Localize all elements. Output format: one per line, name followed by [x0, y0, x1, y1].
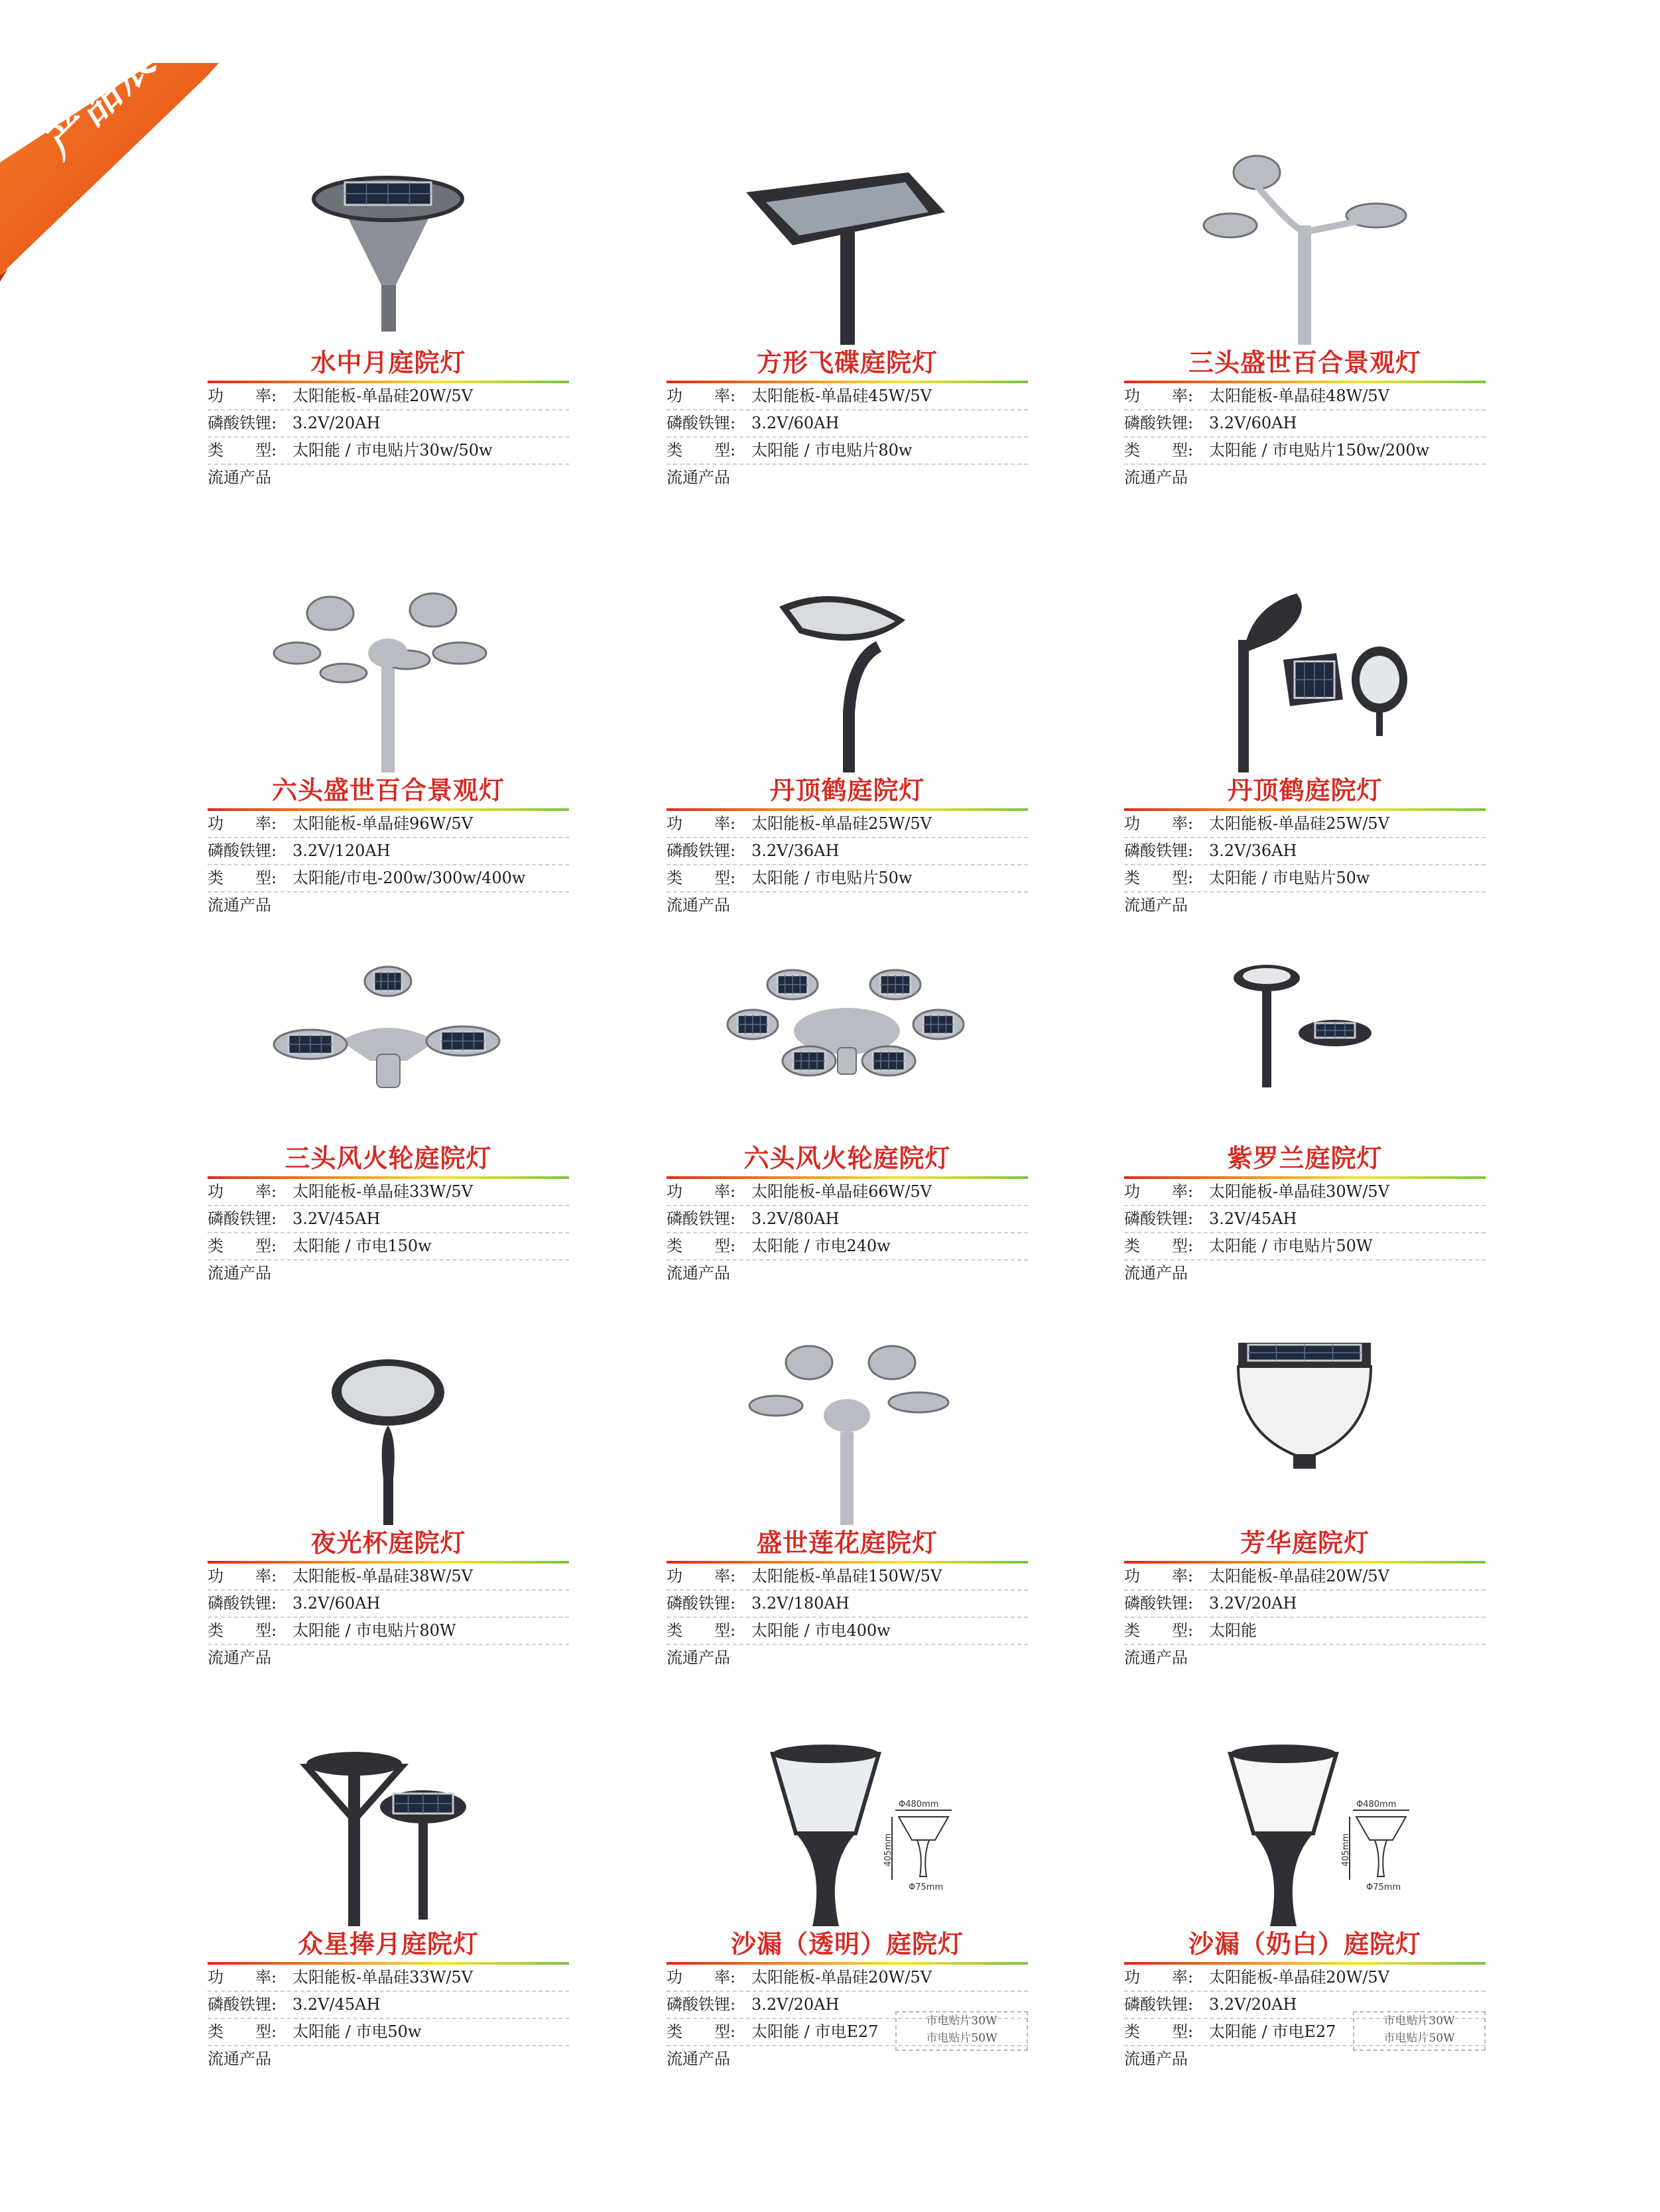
spec-label: 类 型: — [667, 869, 736, 887]
spec-value: 太阳能板-单晶硅20W/5V — [1209, 1968, 1390, 1987]
spec-label: 功 率: — [1124, 1182, 1194, 1201]
spec-power — [667, 1179, 1028, 1206]
spec-label: 类 型: — [667, 2022, 736, 2041]
spec-battery — [208, 1591, 569, 1618]
spec-value: 太阳能 / 市电贴片80W — [292, 1621, 456, 1640]
spec-power — [208, 1179, 569, 1206]
spec-value: 太阳能板-单晶硅96W/5V — [292, 814, 474, 833]
spec-power — [667, 383, 1028, 410]
dim-diameter: Φ480mm — [1356, 1800, 1397, 1810]
dimension-diagram — [883, 1800, 952, 1892]
crane-lamp-variant-icon — [1124, 580, 1486, 772]
spec-extra — [1124, 1260, 1486, 1286]
note-line: 市电贴片30W — [1383, 2014, 1455, 2028]
spec-label: 类 型: — [1124, 869, 1194, 887]
spec-battery — [208, 838, 569, 865]
product-title: 方形飞碟庭院灯 — [756, 348, 938, 377]
spec-extra — [1124, 465, 1486, 491]
spec-label: 流通产品 — [208, 468, 271, 487]
spec-extra — [208, 465, 569, 491]
spec-value: 3.2V/20AH — [1209, 1995, 1297, 2014]
product-card — [208, 153, 569, 491]
spec-value: 3.2V/36AH — [1209, 841, 1297, 860]
product-image — [208, 1333, 569, 1525]
three-head-lily-lamp-icon — [1124, 153, 1486, 345]
spec-value: 太阳能板-单晶硅33W/5V — [292, 1968, 474, 1987]
spec-label: 功 率: — [208, 1968, 277, 1987]
spec-label: 磷酸铁锂: — [1124, 1594, 1194, 1613]
product-card — [1124, 153, 1486, 491]
spec-label: 磷酸铁锂: — [208, 841, 277, 860]
product-title: 六头盛世百合景观灯 — [271, 776, 505, 805]
spec-label: 流通产品 — [667, 2050, 730, 2068]
spec-extra — [667, 1645, 1028, 1671]
spec-value: 太阳能 / 市电E27 — [751, 2022, 879, 2041]
spec-battery — [667, 1591, 1028, 1618]
spec-label: 磷酸铁锂: — [208, 1594, 277, 1613]
spec-value: 3.2V/60AH — [751, 414, 840, 432]
product-image — [1124, 580, 1486, 772]
product-image — [667, 948, 1028, 1140]
product-image — [208, 580, 569, 772]
product-card — [208, 580, 569, 918]
spec-power — [1124, 1179, 1486, 1206]
product-title: 紫罗兰庭院灯 — [1227, 1144, 1383, 1173]
product-title: 沙漏（透明）庭院灯 — [730, 1930, 964, 1959]
spec-type — [1124, 1233, 1486, 1260]
spec-battery — [1124, 1206, 1486, 1233]
spec-battery — [1124, 1591, 1486, 1618]
spec-label: 磷酸铁锂: — [208, 1209, 277, 1228]
spec-type — [667, 438, 1028, 465]
spec-label: 类 型: — [208, 2022, 277, 2041]
spec-power — [667, 1965, 1028, 1992]
spec-label: 流通产品 — [667, 468, 730, 487]
dim-diameter: Φ480mm — [899, 1800, 939, 1810]
spec-label: 功 率: — [667, 1182, 736, 1201]
hourglass-milky-lamp-icon — [1124, 1734, 1486, 1926]
spec-value: 太阳能 / 市电150w — [292, 1237, 432, 1255]
product-title: 沙漏（奶白）庭院灯 — [1188, 1930, 1421, 1959]
product-image — [1124, 1333, 1486, 1525]
note-line: 市电贴片50W — [926, 2032, 997, 2045]
product-card — [1124, 1734, 1486, 2072]
six-head-lily-lamp-icon — [208, 580, 569, 772]
spec-value: 太阳能板-单晶硅33W/5V — [292, 1182, 474, 1201]
spec-type — [667, 865, 1028, 892]
dim-base: Φ75mm — [909, 1882, 944, 1892]
spec-power — [1124, 1965, 1486, 1992]
spec-label: 功 率: — [208, 1182, 277, 1201]
spec-value: 3.2V/20AH — [751, 1995, 840, 2014]
spec-label: 功 率: — [667, 814, 736, 833]
spec-label: 功 率: — [667, 1567, 736, 1585]
spec-extra — [667, 465, 1028, 491]
product-image — [1124, 153, 1486, 345]
spec-label: 磷酸铁锂: — [1124, 414, 1194, 432]
spec-value: 太阳能板-单晶硅25W/5V — [751, 814, 932, 833]
spec-value: 太阳能 / 市电E27 — [1209, 2022, 1336, 2041]
product-card — [1124, 580, 1486, 918]
dim-height: 405mm — [883, 1833, 893, 1867]
spec-value: 太阳能板-单晶硅48W/5V — [1209, 387, 1390, 405]
spec-type — [208, 2019, 569, 2046]
product-card — [1124, 948, 1486, 1286]
spec-value: 太阳能 / 市电贴片30w/50w — [292, 441, 493, 460]
spec-power — [1124, 1564, 1486, 1591]
spec-battery — [208, 1206, 569, 1233]
product-card — [208, 1333, 569, 1671]
spec-extra — [208, 892, 569, 918]
product-title: 三头风火轮庭院灯 — [285, 1144, 492, 1173]
spec-value: 太阳能板-单晶硅45W/5V — [751, 387, 932, 405]
spec-label: 磷酸铁锂: — [208, 414, 277, 432]
spec-power — [667, 1564, 1028, 1591]
spec-value: 太阳能板-单晶硅20W/5V — [751, 1968, 932, 1987]
product-card — [1124, 1333, 1486, 1671]
spec-power — [208, 383, 569, 410]
spec-label: 功 率: — [208, 387, 277, 405]
dimension-diagram — [1341, 1800, 1409, 1892]
product-title: 夜光杯庭院灯 — [310, 1528, 466, 1558]
spec-label: 磷酸铁锂: — [1124, 1209, 1194, 1228]
product-image — [1124, 1734, 1486, 1926]
note-line: 市电贴片30W — [926, 2014, 997, 2028]
product-card — [667, 1734, 1028, 2072]
round-solar-garden-lamp-icon — [208, 153, 569, 345]
product-image — [208, 153, 569, 345]
spec-label: 类 型: — [208, 1237, 277, 1255]
spec-value: 太阳能板-单晶硅20W/5V — [292, 387, 474, 405]
spec-extra — [208, 1260, 569, 1286]
spec-label: 类 型: — [208, 441, 277, 460]
product-title: 六头风火轮庭院灯 — [743, 1144, 951, 1173]
spec-power — [208, 811, 569, 838]
spec-value: 3.2V/80AH — [751, 1209, 840, 1228]
spec-extra — [208, 2046, 569, 2072]
spec-value: 太阳能板-单晶硅25W/5V — [1209, 814, 1390, 833]
spec-label: 磷酸铁锂: — [667, 1995, 736, 2014]
product-image — [667, 1734, 1028, 1926]
spec-battery — [667, 1206, 1028, 1233]
product-card — [208, 948, 569, 1286]
spec-label: 流通产品 — [1124, 1264, 1188, 1282]
spec-battery — [1124, 410, 1486, 438]
spec-label: 流通产品 — [208, 1648, 271, 1667]
spec-label: 流通产品 — [667, 1264, 730, 1282]
spec-label: 类 型: — [1124, 1237, 1194, 1255]
product-image — [1124, 948, 1486, 1140]
spec-value: 3.2V/60AH — [292, 1594, 381, 1613]
spec-value: 太阳能板-单晶硅20W/5V — [1209, 1567, 1390, 1585]
spec-label: 类 型: — [667, 1621, 736, 1640]
spec-value: 太阳能板-单晶硅30W/5V — [1209, 1182, 1390, 1201]
spec-label: 磷酸铁锂: — [1124, 1995, 1194, 2014]
spec-label: 流通产品 — [1124, 2050, 1188, 2068]
spec-value: 3.2V/36AH — [751, 841, 840, 860]
hourglass-clear-lamp-icon — [667, 1734, 1028, 1926]
product-title: 丹顶鹤庭院灯 — [769, 776, 925, 805]
spec-value: 3.2V/60AH — [1209, 414, 1297, 432]
spec-label: 功 率: — [1124, 1968, 1194, 1987]
spec-value: 太阳能 / 市电贴片150w/200w — [1209, 441, 1430, 460]
spec-type — [208, 1618, 569, 1645]
product-card — [667, 1333, 1028, 1671]
violet-lamp-icon — [1124, 948, 1486, 1140]
dim-height: 405mm — [1341, 1833, 1351, 1867]
spec-battery — [208, 410, 569, 438]
spec-battery — [667, 410, 1028, 438]
spec-type — [208, 1233, 569, 1260]
ribbon-label: 产品展示 — [32, 1, 200, 168]
product-image — [667, 153, 1028, 345]
spec-power — [208, 1965, 569, 1992]
spec-value: 3.2V/45AH — [292, 1995, 381, 2014]
spec-type — [208, 438, 569, 465]
six-head-wheel-lamp-icon — [667, 948, 1028, 1140]
product-title: 三头盛世百合景观灯 — [1188, 348, 1421, 377]
spec-label: 流通产品 — [667, 896, 730, 914]
spec-power — [1124, 811, 1486, 838]
spec-label: 功 率: — [1124, 1567, 1194, 1585]
spec-label: 流通产品 — [1124, 468, 1188, 487]
product-card — [208, 1734, 569, 2072]
product-card — [667, 580, 1028, 918]
spec-value: 太阳能/市电-200w/300w/400w — [292, 869, 526, 887]
spec-type — [1124, 438, 1486, 465]
cup-lamp-icon — [208, 1333, 569, 1525]
product-image — [667, 1333, 1028, 1525]
spec-extra — [1124, 892, 1486, 918]
spec-value: 3.2V/20AH — [1209, 1594, 1297, 1613]
note-box — [895, 2011, 1028, 2051]
spec-label: 磷酸铁锂: — [1124, 841, 1194, 860]
spec-value: 太阳能 / 市电贴片50w — [751, 869, 913, 887]
spec-type — [667, 1618, 1028, 1645]
dim-base: Φ75mm — [1366, 1882, 1401, 1892]
spec-value: 太阳能板-单晶硅66W/5V — [751, 1182, 932, 1201]
spec-label: 类 型: — [1124, 2022, 1194, 2041]
product-card — [667, 153, 1028, 491]
fanghua-lamp-icon — [1124, 1333, 1486, 1525]
spec-label: 功 率: — [667, 1968, 736, 1987]
spec-label: 功 率: — [1124, 814, 1194, 833]
spec-type — [1124, 865, 1486, 892]
spec-label: 流通产品 — [208, 896, 271, 914]
product-title: 丹顶鹤庭院灯 — [1227, 776, 1383, 805]
note-box — [1353, 2011, 1486, 2051]
spec-label: 流通产品 — [208, 1264, 271, 1282]
spec-label: 功 率: — [667, 387, 736, 405]
spec-label: 功 率: — [1124, 387, 1194, 405]
spec-extra — [667, 1260, 1028, 1286]
spec-value: 3.2V/45AH — [292, 1209, 381, 1228]
spec-value: 3.2V/45AH — [1209, 1209, 1297, 1228]
spec-label: 类 型: — [208, 869, 277, 887]
product-title: 众星捧月庭院灯 — [297, 1930, 479, 1959]
spec-extra — [667, 892, 1028, 918]
lotus-lamp-icon — [667, 1333, 1028, 1525]
spec-extra — [208, 1645, 569, 1671]
spec-label: 功 率: — [208, 1567, 277, 1585]
spec-value: 3.2V/120AH — [292, 841, 391, 860]
spec-value: 3.2V/20AH — [292, 414, 381, 432]
spec-value: 太阳能 / 市电50w — [292, 2022, 422, 2041]
spec-value: 太阳能 / 市电贴片80w — [751, 441, 913, 460]
spec-label: 流通产品 — [667, 1648, 730, 1667]
spec-label: 流通产品 — [208, 2050, 271, 2068]
product-image — [667, 580, 1028, 772]
spec-label: 流通产品 — [1124, 896, 1188, 914]
spec-label: 磷酸铁锂: — [208, 1995, 277, 2014]
spec-label: 类 型: — [667, 1237, 736, 1255]
spec-type — [667, 1233, 1028, 1260]
spec-label: 类 型: — [1124, 1621, 1194, 1640]
product-card — [667, 948, 1028, 1286]
spec-value: 太阳能板-单晶硅150W/5V — [751, 1567, 942, 1585]
spec-value: 太阳能 / 市电贴片50w — [1209, 869, 1370, 887]
spec-label: 流通产品 — [1124, 1648, 1188, 1667]
spec-label: 功 率: — [208, 814, 277, 833]
three-head-wheel-lamp-icon — [208, 948, 569, 1140]
note-line: 市电贴片50W — [1383, 2032, 1455, 2045]
product-title: 芳华庭院灯 — [1240, 1528, 1370, 1558]
spec-value: 太阳能 / 市电240w — [751, 1237, 891, 1255]
crane-lamp-icon — [667, 580, 1028, 772]
spec-label: 类 型: — [667, 441, 736, 460]
spec-label: 磷酸铁锂: — [667, 414, 736, 432]
spec-label: 磷酸铁锂: — [667, 1209, 736, 1228]
spec-value: 太阳能 / 市电400w — [751, 1621, 891, 1640]
spec-value: 太阳能 — [1209, 1621, 1257, 1640]
product-title: 盛世莲花庭院灯 — [756, 1528, 938, 1558]
spec-extra — [1124, 1645, 1486, 1671]
spec-label: 类 型: — [208, 1621, 277, 1640]
spec-label: 类 型: — [1124, 441, 1194, 460]
spec-value: 3.2V/180AH — [751, 1594, 850, 1613]
spec-type — [1124, 1618, 1486, 1645]
spec-label: 磷酸铁锂: — [667, 841, 736, 860]
spec-battery — [1124, 838, 1486, 865]
spec-type — [208, 865, 569, 892]
spec-value: 太阳能板-单晶硅38W/5V — [292, 1567, 474, 1585]
spec-power — [667, 811, 1028, 838]
spec-value: 太阳能 / 市电贴片50W — [1209, 1237, 1373, 1255]
spec-label: 磷酸铁锂: — [667, 1594, 736, 1613]
spec-power — [208, 1564, 569, 1591]
spec-power — [1124, 383, 1486, 410]
product-image — [208, 948, 569, 1140]
spec-battery — [208, 1992, 569, 2019]
product-title: 水中月庭院灯 — [310, 348, 466, 377]
spec-battery — [667, 838, 1028, 865]
stars-moon-lamp-icon — [208, 1734, 569, 1926]
product-image — [208, 1734, 569, 1926]
square-ufo-lamp-icon — [667, 153, 1028, 345]
